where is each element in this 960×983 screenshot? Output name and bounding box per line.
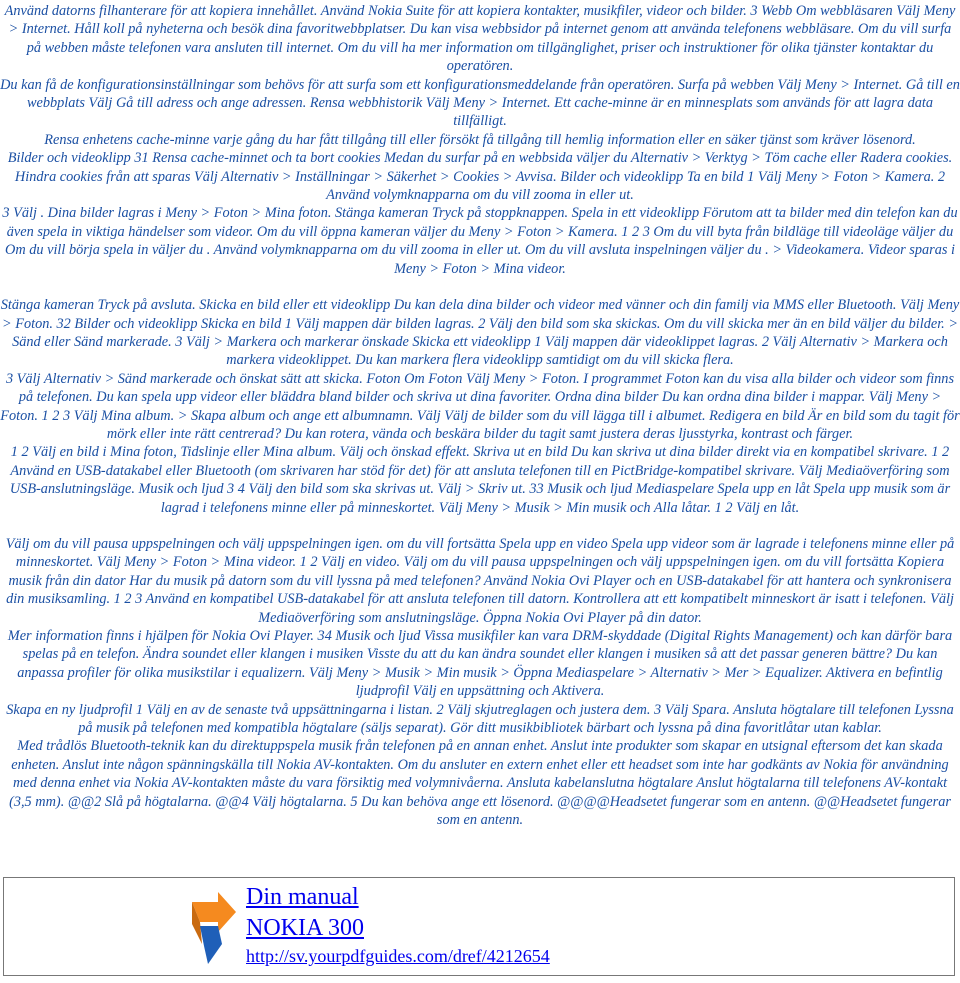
paragraph: Med trådlös Bluetooth-teknik kan du direktuppspela musik från telefonen på en annan enhet. Anslut inte produkter som skapar en utsignal eftersom det kan skada enheten. Anslut inte någon spänningskälla till Nokia AV-kontakten. Om du ansluter en extern enhet eller ett headset som inte har godkänts av Nokia för användning med denna enhet via Nokia AV-kontakten måste du vara försiktig med volymnivåerna. Ansluta kabelanslutna högtalare Anslut högtalarna till telefonens AV-kontakt (3,5 mm). @@2 Slå på högtalarna. @@4 Välj högtalarna. 5 Du kan behöva ange ett lösenord. @@@@Headsetet fungerar som en antenn. @@Headsetet fungerar som en antenn. [9, 738, 951, 829]
paragraph: Stänga kameran Tryck på avsluta. Skicka en bild eller ett videoklipp Du kan dela dina bilder och videor med vänner och din familj via MMS eller Bluetooth. Välj Meny > Foton. 32 Bilder och videoklipp Skicka en bild 1 Välj mappen där bilden lagras. 2 Välj den bild som ska skickas. Om du vill skicka mer än en bild väljer du bilder. > Sänd eller Sänd markerade. 3 Välj > Markera och markerar önskade Skicka ett videoklipp 1 Välj mappen där videoklippet lagras. 2 Välj Alternativ > Markera och markera videoklippet. Du kan markera flera videoklipp samtidigt om du vill skicka flera. [0, 297, 960, 369]
paragraph: 3 Välj Alternativ > Sänd markerade och önskat sätt att skicka. Foton Om Foton Välj Meny > Foton. I programmet Foton kan du visa alla bilder och videor som finns på telefonen. Du kan spela upp videor eller bläddra bland bilder och skriva ut dina favoriter. Ordna dina bilder Du kan ordna dina bilder i mappar. Välj Meny > Foton. 1 2 3 Välj Mina album. > Skapa album och ange ett albumnamn. Välj Välj de bilder som du vill lägga till i albumet. Redigera en bild Är en bild som du tagit för mörk eller inte rätt centrerad? Du kan rotera, vända och beskära bilder du tagit samt justera deras ljusstyrka, kontrast och färger. [0, 370, 960, 442]
manual-url-link[interactable]: http://sv.yourpdfguides.com/dref/4212654 [246, 946, 550, 966]
paragraph: Skapa en ny ljudprofil 1 Välj en av de senaste två uppsättningarna i listan. 2 Välj skjutreglagen och justera dem. 3 Välj Spara. Ansluta högtalare till telefonen Lyssna på musik på telefonen med kompatibla högtalare (säljs separat). Gör ditt musikbibliotek bärbart och lyssna på dina favoritlåtar utan kablar. [6, 701, 954, 737]
paragraph: 1 2 Välj en bild i Mina foton, Tidslinje eller Mina album. Välj och önskad effekt. Skriva ut en bild Du kan skriva ut dina bilder direkt via en kompatibel skrivare. 1 2 Använd en USB-datakabel eller Bluetooth (om skrivaren har stöd för det) för att ansluta telefonen till en PictBridge-kompatibel skrivare. Välj Mediaöverföring som USB-anslutningsläge. Musik och ljud 3 4 Välj den bild som ska skrivas ut. Välj > Skriv ut. 33 Musik och ljud Mediaspelare Spela upp en låt Spela upp musik som är lagrad i telefonens minne eller på minneskortet. Välj Meny > Musik > Min musik och Alla låtar. 1 2 Välj en låt. [9, 444, 951, 516]
manual-title-link[interactable]: Din manual [246, 884, 359, 910]
paragraph-gap [0, 517, 960, 535]
paragraph: Använd datorns filhanterare för att kopiera innehållet. Använd Nokia Suite för att kopiera kontakter, musikfiler, videor och bilder. 3 Webb Om webbläsaren Välj Meny > Internet. Håll koll på nyheterna och besök dina favoritwebbplatser. Du kan visa webbsidor på internet genom att använda telefonens webbläsare. Om du vill surfa på webben måste telefonen vara ansluten till internet. Om du vill ha mer information om tillgänglighet, priser och instruktioner för olika tjänster kontaktar du operatören. [4, 3, 956, 75]
product-name-link[interactable]: NOKIA 300 [246, 915, 364, 941]
paragraph-gap [0, 278, 960, 296]
paragraph: Mer information finns i hjälpen för Nokia Ovi Player. 34 Musik och ljud Vissa musikfiler kan vara DRM-skyddade (Digital Rights Management) och kan därför bara spelas på en telefon. Ändra soundet eller klangen i musiken Visste du att du kan ändra soundet eller klangen i musiken så att det passar generen bättre? Du kan anpassa profiler för olika musikstilar i equalizern. Välj Meny > Musik > Min musik > Öppna Mediaspelare > Alternativ > Mer > Equalizer. Aktivera en befintlig ljudprofil Välj en uppsättning och Aktivera. [7, 628, 953, 700]
paragraph: 3 Välj . Dina bilder lagras i Meny > Foton > Mina foton. Stänga kameran Tryck på stoppknappen. Spela in ett videoklipp Förutom att ta bilder med din telefon kan du även spela in viktiga händelser som videor. Om du vill öppna kameran väljer du Meny > Foton > Kamera. 1 2 3 Om du vill byta från bildläge till videoläge väljer du Om du vill börja spela in väljer du . Använd volymknapparna om du vill zooma in eller ut. Om du vill avsluta inspelningen väljer du . > Videokamera. Videor sparas i Meny > Foton > Mina videor. [2, 205, 958, 277]
paragraph: Bilder och videoklipp 31 Rensa cache-minnet och ta bort cookies Medan du surfar på en webbsida väljer du Alternativ > Verktyg > Töm cache eller Radera cookies. Hindra cookies från att sparas Välj Alternativ > Inställningar > Säkerhet > Cookies > Avvisa. Bilder och videoklipp Ta en bild 1 Välj Meny > Foton > Kamera. 2 Använd volymknapparna om du vill zooma in eller ut. [7, 150, 953, 204]
footer-box [3, 877, 955, 976]
paragraph: Rensa enhetens cache-minne varje gång du har fått tillgång till eller försökt få tillgång till hemlig information eller en säker tjänst som kräver lösenord. [44, 131, 916, 148]
paragraph: Välj om du vill pausa uppspelningen och välj uppspelningen igen. om du vill fortsätta Spela upp en video Spela upp videor som är lagrade i telefonens minne eller på minneskortet. Välj Meny > Foton > Mina videor. 1 2 Välj en video. Välj om du vill pausa uppspelningen och välj uppspelningen igen. om du vill fortsätta Kopiera musik från din dator Har du musik på datorn som du vill lyssna på med telefonen? Använd Nokia Ovi Player och en USB-datakabel för att hantera och synkronisera din musiksamling. 1 2 3 Använd en kompatibel USB-datakabel för att ansluta telefonen till datorn. Kontrollera att ett kompatibelt minneskort är isatt i telefonen. Välj Mediaöverföring som anslutningsläge. Öppna Nokia Ovi Player på din dator. [5, 535, 955, 626]
footer-links [246, 882, 550, 968]
paragraph: Du kan få de konfigurationsinställningar som behövs för att surfa som ett konfigurationsmeddelande från operatören. Surfa på webben Välj Meny > Internet. Gå till en webbplats Välj Gå till adress och ange adressen. Rensa webbhistorik Välj Meny > Internet. Ett cache-minne är en minnesplats som används för att lagra data tillfälligt. [0, 76, 960, 130]
arrow-logo-icon [188, 884, 238, 968]
